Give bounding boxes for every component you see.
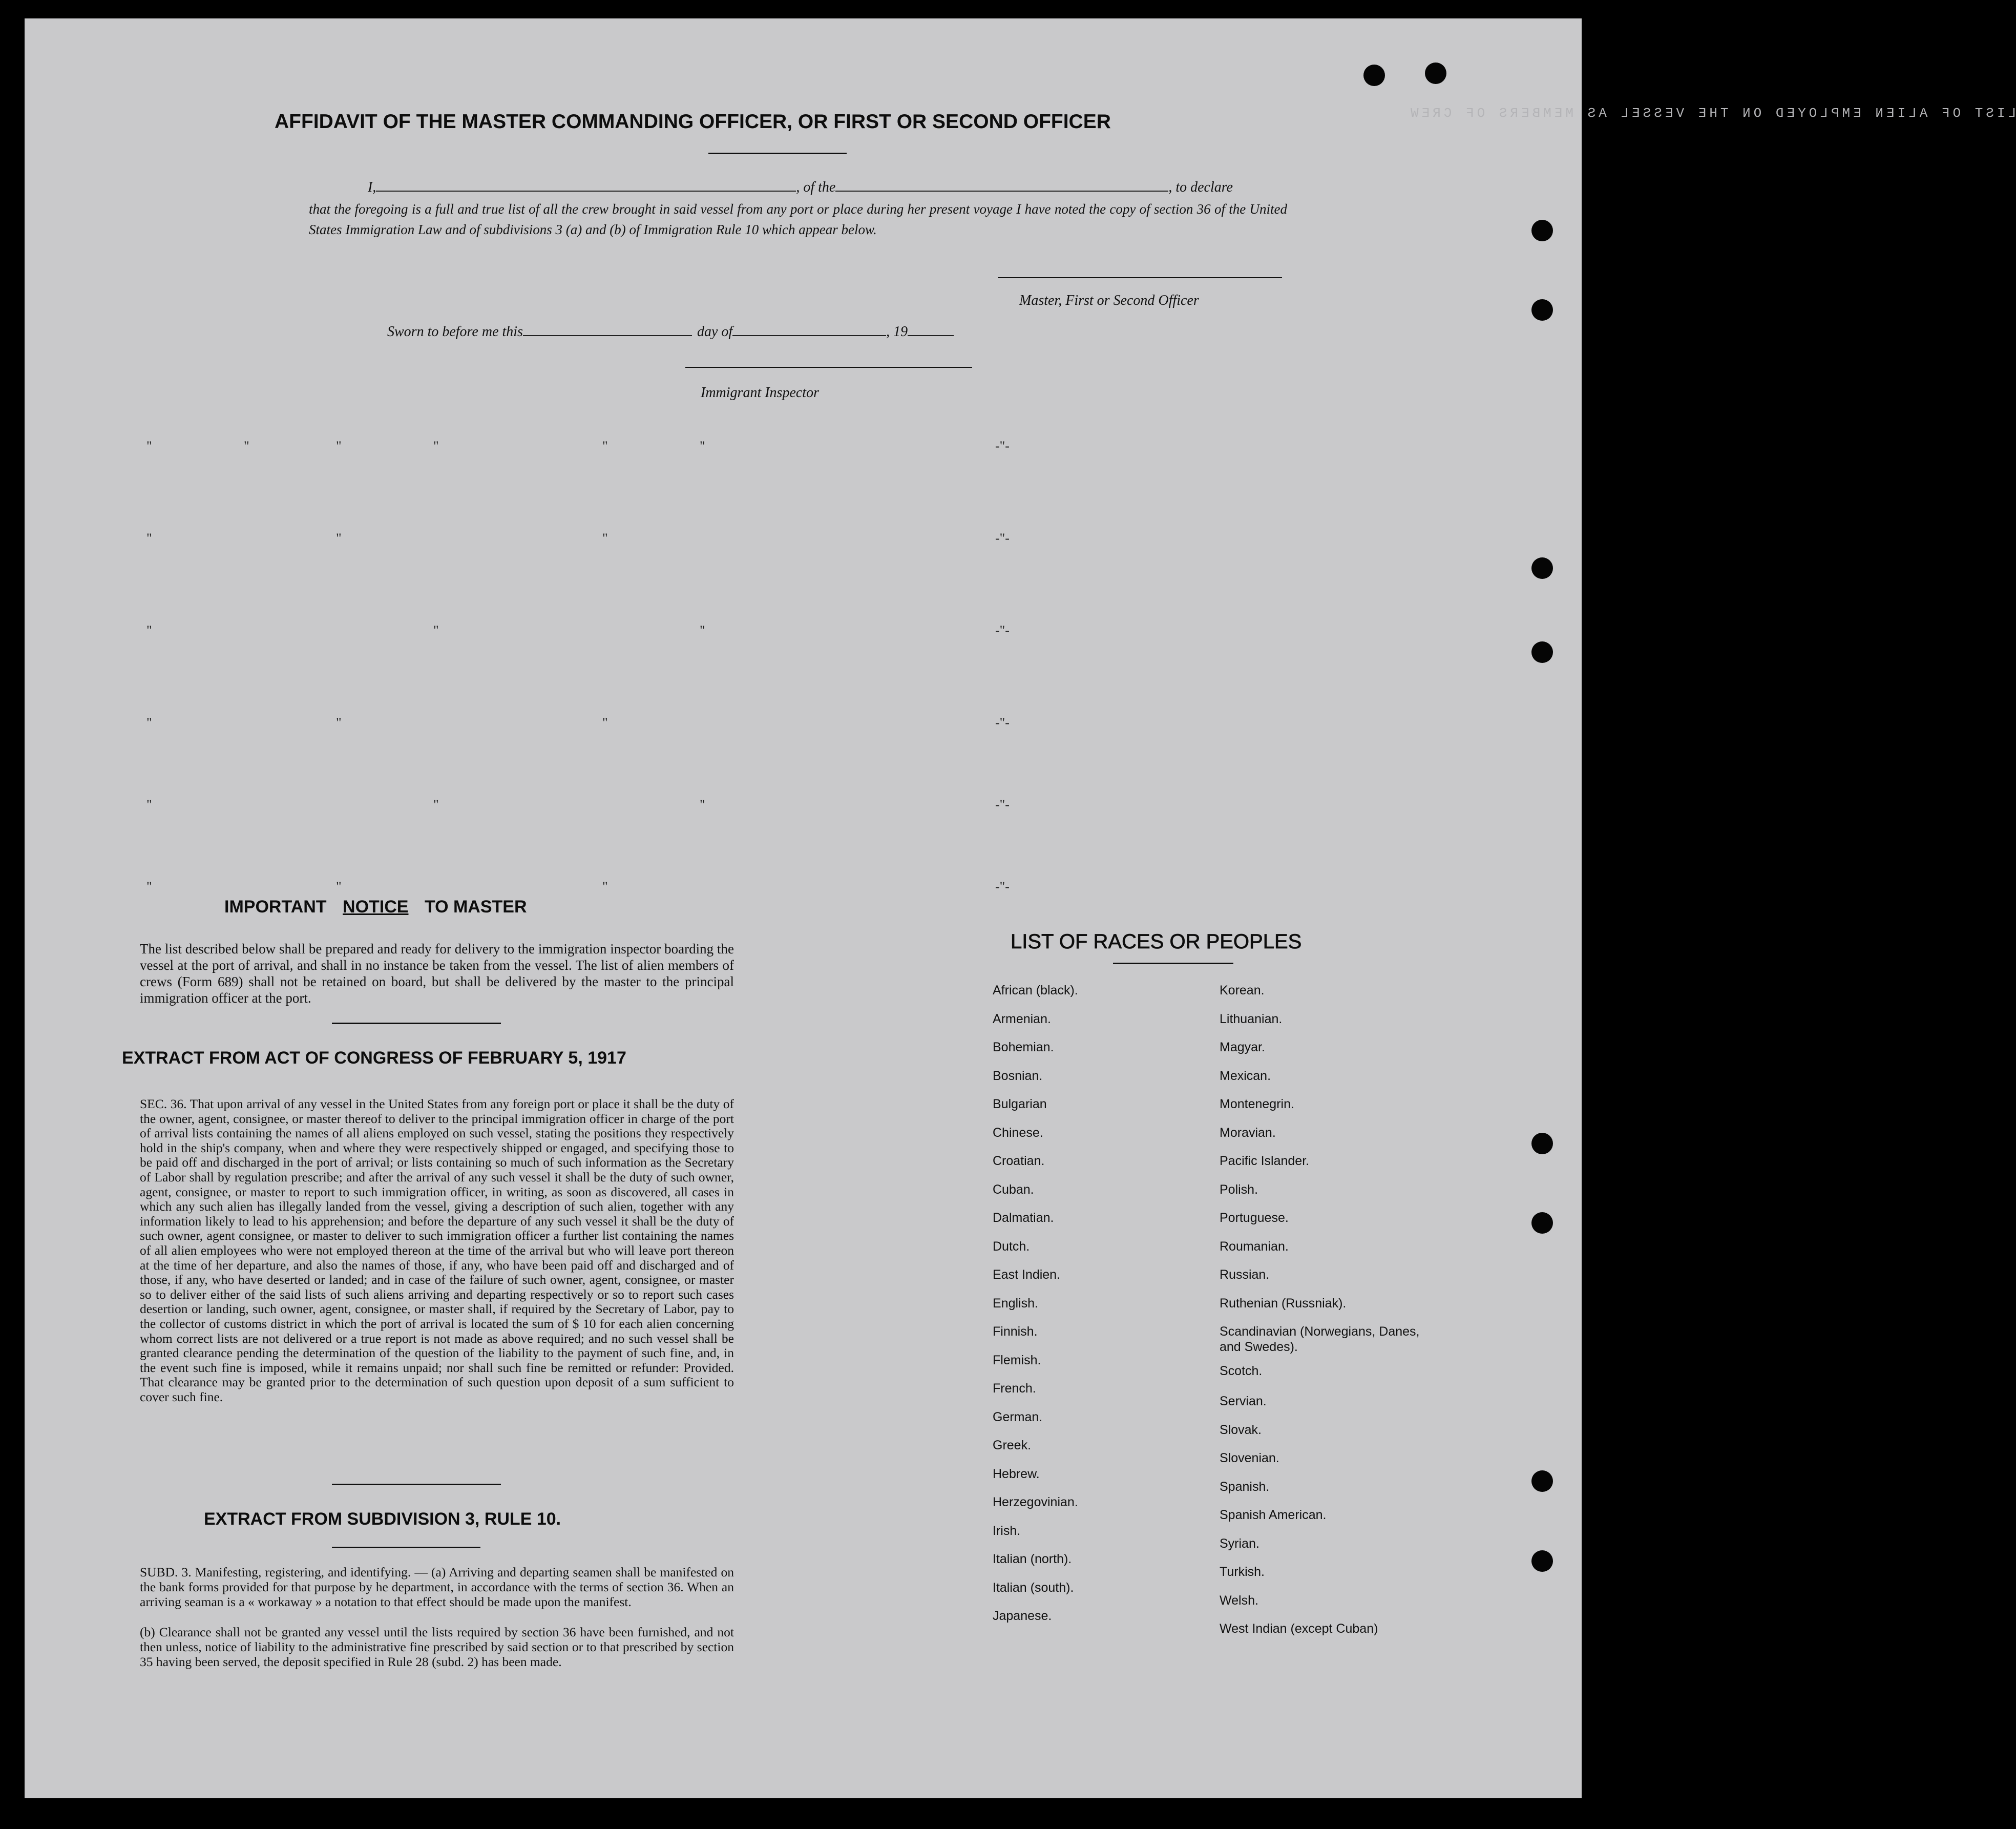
ditto-mark: " [244,439,249,453]
ditto-mark: " [146,531,152,546]
affidavit-title: AFFIDAVIT OF THE MASTER COMMANDING OFFICER, OR FIRST OR SECOND OFFICER [275,111,1111,133]
race-item: Lithuanian. [1220,1011,1283,1026]
race-item: Portuguese. [1220,1211,1289,1225]
extract-act-rule [332,1484,501,1485]
notice-title-notice: NOTICE [343,897,409,917]
ditto-mark: -"- [995,623,1010,638]
signature-line [998,277,1282,278]
punch-hole [1531,1133,1553,1154]
race-item: German. [993,1409,1043,1424]
ditto-mark: " [146,439,152,453]
affidavit-of-the: , of the [796,179,836,195]
race-item: Finnish. [993,1324,1038,1339]
document-page [25,18,2016,1798]
inspector-label: Immigrant Inspector [701,385,819,401]
race-item: Moravian. [1220,1125,1276,1140]
punch-hole [1531,557,1553,579]
race-item: Servian. [1220,1394,1267,1408]
ditto-mark: -"- [995,797,1010,812]
ditto-mark: " [336,531,342,546]
extract-rule-rule [332,1547,480,1548]
race-item: Dalmatian. [993,1211,1054,1225]
extract-act-title: EXTRACT FROM ACT OF CONGRESS OF FEBRUARY 5, 1917 [122,1048,626,1068]
race-item: Italian (south). [993,1580,1074,1595]
notice-title [224,897,527,917]
day-of-text: day of [697,324,733,340]
extract-act-text: SEC. 36. That upon arrival of any vessel in the United States from any foreign port or place it shall be the duty of the owner, agent, consignee, or master thereof to deliver to the principal immigration officer in charge of the port of arrival lists containing the names of all aliens employed on such vessel, stating the positions they respectively hold in the ship's company, when and where they were respectively shipped or engaged, and specifying those to be paid off and discharged in the port of arrival; or lists containing so much of such information as the Secretary of Labor shall by regulation prescribe; and after the arrival of any such vessel it shall be the duty of such owner, agent, consignee, or master to report to such immigration officer, in writing, as soon as discovered, all cases in which any such alien has illegally landed from the vessel, giving a description of such alien, together with any information likely to lead to his apprehension; and before the departure of any such vessel it shall be the duty of such owner, agent consignee, or master to deliver to such immigration officer a further list containing the names of all alien employees who were not employed thereon at the time of the arrival but who will leave port thereon at the time of her departure, and also the names of those, if any, who have been paid off and discharged and of those, if any, who have deserted or landed; and in case of the failure of such owner, agent, consignee, or master so to deliver either of the said lists of such aliens arriving and departing respectively or so to report such cases desertion or landing, such owner, agent, consignee, or master shall, if required by the Secretary of Labor, pay to the collector of customs district in which the port of arrival is located the sum of $ 10 for each alien concerning whom correct lists are not delivered or a true report is not made as above required; and no such vessel shall be granted clearance pending the determination of the question of the liability to the payment of such fine, and, in the event such fine is imposed, while it remains unpaid; nor shall such fine be remitted or refunder: Provided. That clearance may be granted prior to the determination of such question upon deposit of a sum sufficient to cover such fine. [140,1096,734,1404]
ditto-mark: " [700,623,705,638]
ditto-mark: " [433,623,439,638]
race-item: Polish. [1220,1182,1258,1197]
race-item: English. [993,1296,1038,1311]
race-item: French. [993,1381,1036,1396]
ditto-mark: " [336,879,342,894]
ditto-mark: " [146,879,152,894]
race-item: African (black). [993,983,1078,997]
race-item: Bosnian. [993,1068,1043,1083]
punch-hole [1531,1550,1553,1572]
race-item: Armenian. [993,1011,1051,1026]
punch-hole [1531,220,1553,241]
extract-rule-text-a: SUBD. 3. Manifesting, registering, and identifying. — (a) Arriving and departing seamen shall be manifested on the bank forms provided for that purpose by he department, in accordance with the terms of section 36. When an arriving seaman is a « workaway » a notation to that effect should be made upon the manifest. [140,1565,734,1609]
name-field[interactable] [376,177,796,192]
ditto-mark: " [433,439,439,453]
races-title-rule [1113,963,1233,964]
races-title: LIST OF RACES OR PEOPLES [1011,930,1302,953]
affidavit-i: I, [368,179,376,195]
ditto-mark: " [700,439,705,453]
notice-rule [332,1023,501,1024]
race-item: Italian (north). [993,1552,1072,1566]
race-item: Bohemian. [993,1040,1054,1054]
race-item: Spanish. [1220,1479,1270,1494]
races-col-2 [1220,983,1435,1650]
race-item: West Indian (except Cuban) [1220,1622,1378,1636]
ditto-mark: " [602,531,608,546]
day-field[interactable] [523,322,692,336]
ditto-mark: " [336,439,342,453]
race-item: Syrian. [1220,1536,1259,1551]
ditto-mark: " [433,797,439,812]
punch-hole [1531,641,1553,663]
ditto-mark: " [602,439,608,453]
punch-hole [1425,63,1446,84]
punch-hole [1531,1470,1553,1492]
race-item: Montenegrin. [1220,1097,1294,1111]
punch-hole [1531,1212,1553,1234]
race-item: Korean. [1220,983,1265,997]
race-item: Scotch. [1220,1364,1263,1378]
race-item: Hebrew. [993,1466,1040,1481]
sworn-line [387,322,954,340]
vessel-field[interactable] [835,177,1168,192]
race-item: Chinese. [993,1125,1043,1140]
ditto-mark: " [146,715,152,730]
bleed-through-text: LIST OF ALIEN EMPLOYED ON THE VESSEL AS MEMBERS OF CREW [1408,106,2016,121]
affidavit-declare: , to declare [1168,179,1233,195]
race-item: Slovenian. [1220,1451,1279,1465]
extract-rule-text-b: (b) Clearance shall not be granted any vessel until the lists required by section 36 have been furnished, and not then unless, notice of liability to the administrative fine prescribed by said section or to that prescribed by section 35 having been served, the deposit specified in Rule 28 (subd. 2) has been made. [140,1625,734,1669]
race-item: Scandinavian (Norwegians, Danes, and Swedes). [1220,1324,1420,1354]
race-item: East Indien. [993,1267,1061,1282]
notice-title-important: IMPORTANT [224,897,327,917]
race-item: Cuban. [993,1182,1034,1197]
notice-text: The list described below shall be prepared and ready for delivery to the immigration inspector boarding the vessel at the port of arrival, and shall in no instance be taken from the vessel. The list of alien members of crews (Form 689) shall not be retained on board, but shall be delivered by the master to the principal immigration officer at the port. [140,941,734,1006]
affidavit-body: that the foregoing is a full and true list of all the crew brought in said vessel from any port or place during her present voyage I have noted the copy of section 36 of the United States Immigration Law and of subdivisions 3 (a) and (b) of Immigration Rule 10 which appear below. [309,201,1287,237]
race-item: Greek. [993,1438,1032,1452]
races-col-1 [993,983,1198,1637]
month-field[interactable] [732,322,886,336]
year-field[interactable] [908,322,954,336]
ditto-mark: " [146,797,152,812]
ditto-mark: " [146,623,152,638]
race-item: Mexican. [1220,1068,1271,1083]
year-text: , 19 [886,324,908,340]
punch-hole [1363,65,1385,86]
race-item: Japanese. [993,1609,1052,1623]
race-item: Pacific Islander. [1220,1154,1310,1168]
race-item: Herzegovinian. [993,1495,1078,1509]
race-item: Turkish. [1220,1565,1265,1579]
race-item: Spanish American. [1220,1508,1327,1522]
ditto-mark: " [336,715,342,730]
race-item: Roumanian. [1220,1239,1289,1254]
race-item: Irish. [993,1523,1021,1538]
race-item: Ruthenian (Russniak). [1220,1296,1347,1311]
ditto-mark: -"- [995,715,1010,730]
sworn-text: Sworn to before me this [387,324,523,340]
affidavit-title-rule [708,153,847,154]
ditto-mark: " [602,715,608,730]
race-item: Flemish. [993,1353,1041,1367]
race-item: Magyar. [1220,1040,1265,1054]
race-item: Bulgarian [993,1097,1047,1111]
ditto-mark: -"- [995,531,1010,546]
race-item: Croatian. [993,1154,1045,1168]
inspector-signature-line [685,367,972,368]
punch-hole [1531,299,1553,321]
race-item: Dutch. [993,1239,1030,1254]
ditto-mark: -"- [995,879,1010,894]
race-item: Welsh. [1220,1593,1258,1608]
race-item: Russian. [1220,1267,1270,1282]
ditto-mark: " [700,797,705,812]
ditto-mark: " [602,879,608,894]
extract-rule-title: EXTRACT FROM SUBDIVISION 3, RULE 10. [204,1509,561,1529]
affidavit-line-1 [368,177,1233,196]
ditto-mark: -"- [995,439,1010,453]
race-item: Slovak. [1220,1422,1262,1437]
signature-label: Master, First or Second Officer [1019,293,1199,308]
notice-title-to-master: TO MASTER [424,897,527,917]
